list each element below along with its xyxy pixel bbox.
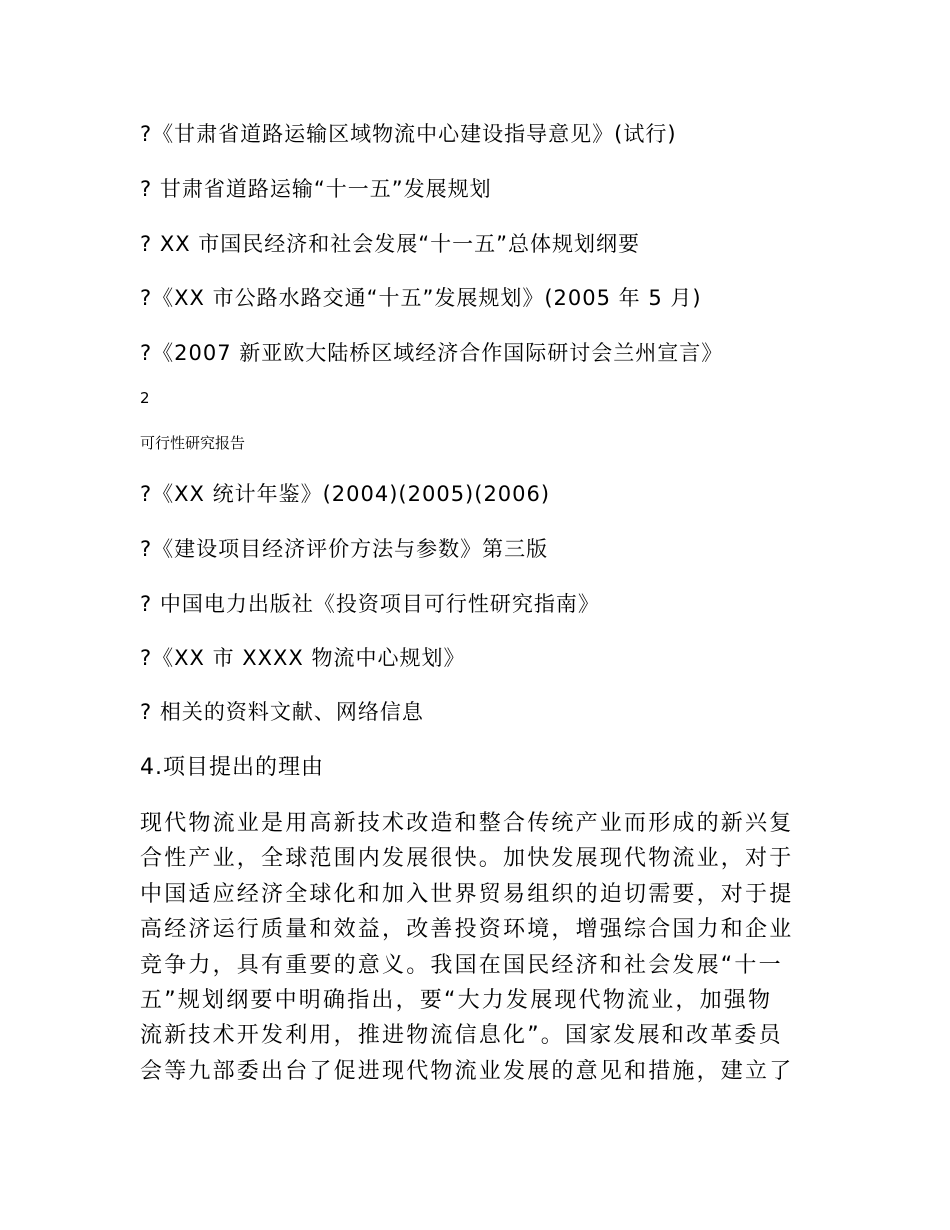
paragraph-line: 五”规划纲要中明确指出，要“大力发展现代物流业，加强物 [140,987,773,1013]
running-header: 可行性研究报告 [140,434,246,452]
paragraph-line: 高经济运行质量和效益，改善投资环境，增强综合国力和企业 [140,917,794,943]
reference-item: ? XX 市国民经济和社会发展“十一五”总体规划纲要 [140,232,641,256]
section-heading: 4.项目提出的理由 [140,755,324,780]
reference-item: ?《XX 市公路水路交通“十五”发展规划》(2005 年 5 月) [140,286,702,310]
reference-item: ?《2007 新亚欧大陆桥区域经济合作国际研讨会兰州宣言》 [140,341,724,365]
paragraph-line: 流新技术开发利用，推进物流信息化”。国家发展和改革委员 [140,1023,783,1049]
reference-item: ?《建设项目经济评价方法与参数》第三版 [140,537,549,561]
paragraph-line: 竞争力，具有重要的意义。我国在国民经济和社会发展“十一 [140,952,783,978]
reference-item: ? 相关的资料文献、网络信息 [140,700,424,724]
body-paragraph [140,806,810,1089]
reference-item: ? 甘肃省道路运输“十一五”发展规划 [140,177,492,201]
paragraph-line: 现代物流业是用高新技术改造和整合传统产业而形成的新兴复 [140,811,794,836]
reference-item: ?《XX 市 XXXX 物流中心规划》 [140,646,466,670]
reference-item: ?《甘肃省道路运输区域物流中心建设指导意见》(试行) [140,122,677,146]
page-number: 2 [140,389,150,407]
paragraph-line: 会等九部委出台了促进现代物流业发展的意见和措施，建立了 [140,1058,794,1084]
paragraph-line: 中国适应经济全球化和加入世界贸易组织的迫切需要，对于提 [140,881,794,907]
reference-item: ?《XX 统计年鉴》(2004)(2005)(2006) [140,482,551,506]
paragraph-line: 合性产业，全球范围内发展很快。加快发展现代物流业，对于 [140,846,794,872]
reference-item: ? 中国电力出版社《投资项目可行性研究指南》 [140,592,600,616]
